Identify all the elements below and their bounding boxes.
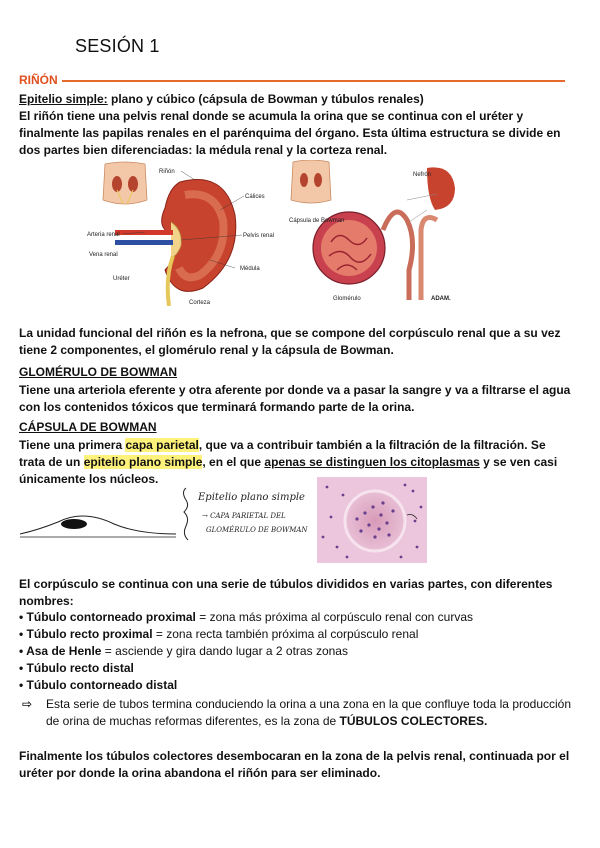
final-paragraph: Finalmente los túbulos colectores desembocaran en la zona de la pelvis renal, continuada por el uréter por donde la orina abandona el riñón para ser eliminado. xyxy=(19,749,570,780)
label-pelvis: Pelvis renal xyxy=(243,233,275,239)
section-header xyxy=(19,73,565,87)
label-corteza: Corteza xyxy=(189,300,211,306)
glomerulus-paragraph: Tiene una arteriola eferente y otra aferente por donde va a pasar la sangre y va a filtrarse el agua con los contenidos tóxicos que terminará formando parte de la orina. xyxy=(19,383,571,414)
label-vena: Vena renal xyxy=(89,252,118,258)
handwritten-note xyxy=(180,482,320,544)
capsule-paragraph xyxy=(19,437,574,488)
section-rule xyxy=(62,80,565,82)
capsule-text-1: Tiene una primera xyxy=(19,438,126,452)
highlight-parietal: capa parietal xyxy=(125,438,199,452)
collectors-text: Esta serie de tubos termina conduciendo la orina a una zona en la que confluye toda la producción de orina de muchas reformas diferentes, es la zona de TÚBULOS COLECTORES. xyxy=(46,697,572,728)
histology-image xyxy=(317,477,427,563)
epithelium-text: plano y cúbico (cápsula de Bowman y túbulos renales) xyxy=(107,92,424,106)
label-capsula: Cápsula de Bowman xyxy=(289,218,345,224)
label-nefron: Nefrón xyxy=(413,172,432,178)
flat-cell-drawing xyxy=(18,500,178,544)
list-item: • Túbulo recto distal xyxy=(19,660,473,677)
handwritten-line-1: Epitelio plano simple xyxy=(198,492,305,503)
label-ureter: Uréter xyxy=(113,276,130,282)
glomerulus-heading: GLOMÉRULO DE BOWMAN xyxy=(19,365,177,379)
capsule-heading: CÁPSULA DE BOWMAN xyxy=(19,420,157,434)
epithelium-line xyxy=(19,91,574,108)
torso-illustration xyxy=(103,162,147,204)
list-item: • Túbulo contorneado proximal = zona más próxima al corpúsculo renal con curvas xyxy=(19,609,473,626)
label-arteria: Arteria renal xyxy=(87,232,120,238)
session-title: SESIÓN 1 xyxy=(75,36,160,56)
kidney-figure xyxy=(85,160,275,306)
label-medula: Médula xyxy=(240,266,260,272)
cell-nucleus xyxy=(61,519,87,529)
label-rinon: Riñón xyxy=(159,169,175,175)
capsule-text-4: y se ven casi únicamente los núcleos. xyxy=(19,455,558,486)
list-item: • Asa de Henle = asciende y gira dando lugar a 2 otras zonas xyxy=(19,643,473,660)
capsule-text-3: , en el que xyxy=(202,455,265,469)
label-adam: ADAM. xyxy=(431,296,451,302)
section-title: RIÑÓN xyxy=(19,73,58,87)
collectors-item xyxy=(22,696,577,730)
nephron-paragraph: La unidad funcional del riñón es la nefrona, que se compone del corpúsculo renal que a su vez tiene 2 componentes, el glomérulo renal y la cápsula de Bowman. xyxy=(19,326,561,357)
intro-paragraph: El riñón tiene una pelvis renal donde se acumula la orina que se continua con el uréter y finalmente las papilas renales en el parénquima del órgano. Esta última estructura se divide en dos partes bien diferenciadas: la médula renal y la corteza renal. xyxy=(19,109,561,157)
label-calices: Cálices xyxy=(245,194,265,200)
capsule-text-2: , que va a contribuir también a la filtración de la filtración. Se trata de un xyxy=(19,438,546,469)
underlined-cytoplasm: apenas se distinguen los citoplasmas xyxy=(264,455,480,469)
torso-illustration-2 xyxy=(291,160,331,203)
epithelium-label: Epitelio simple: xyxy=(19,92,108,106)
arrow-right-icon: ⇨ xyxy=(22,697,33,711)
label-glomerulo: Glomérulo xyxy=(333,296,361,302)
handwritten-line-2: → CAPA PARIETAL DEL xyxy=(202,512,286,520)
nephron-figure xyxy=(287,160,467,306)
highlight-epithelium: epitelio plano simple xyxy=(83,455,203,469)
handwritten-line-3: GLOMÉRULO DE BOWMAN xyxy=(206,526,308,534)
list-item: • Túbulo contorneado distal xyxy=(19,677,473,694)
list-item: • Túbulo recto proximal = zona recta también próxima al corpúsculo renal xyxy=(19,626,473,643)
tubules-list xyxy=(19,609,473,694)
tubules-intro: El corpúsculo se continua con una serie de túbulos divididos en varias partes, con diferentes nombres: xyxy=(19,577,553,608)
